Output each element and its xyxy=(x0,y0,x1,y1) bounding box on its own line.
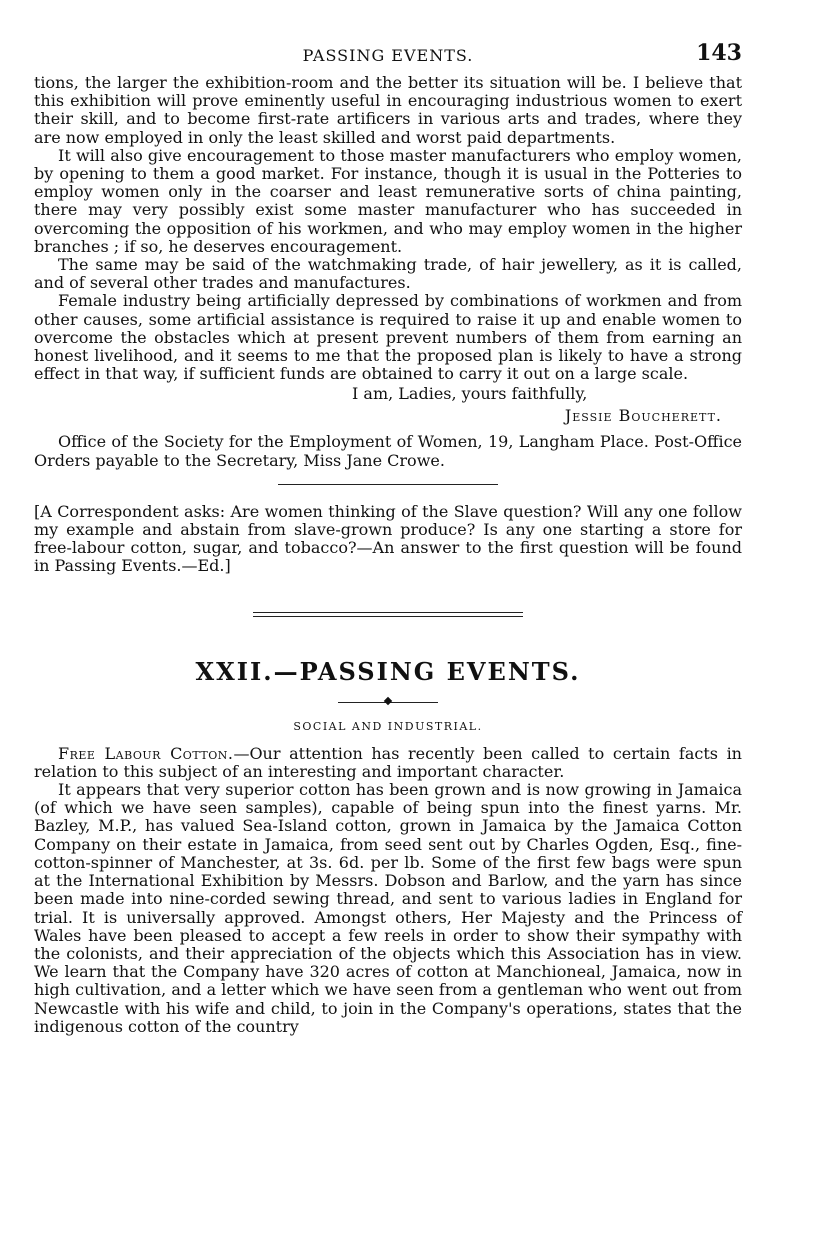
office-note: Office of the Society for the Employment of Women, 19, Langham Place. Post-Office Orders payable to the Secretary, Miss Jane Crowe. xyxy=(34,432,742,470)
letter-paragraph-4: Female industry being artificially depressed by combinations of workmen and from other causes, some artificial assistance is required to raise it up and enable women to overcome the obstacles which at present prevent numbers of them from earning an honest livelihood, and it seems to me that the proposed plan is likely to have a strong effect in that way, if sufficient funds are obtained to carry it out on a large scale. xyxy=(34,291,742,384)
diamond-ornament-icon xyxy=(384,696,392,704)
double-divider-rule xyxy=(253,612,523,617)
letter-paragraph-1: tions, the larger the exhibition-room and the better its situation will be. I believe that this exhibition will prove eminently useful in encouraging industrious women to exert their skill, and to become first-rate artificers in various arts and trades, where they are now employed in only the least skilled and worst paid departments. xyxy=(34,73,742,147)
cotton-paragraph: It appears that very superior cotton has been grown and is now growing in Jamaica (of which we have seen samples), capable of being spun into the finest yarns. Mr. Bazley, M.P., has valued Sea-Island cotton, grown in Jamaica by the Jamaica Cotton Company on their estate in Jamaica, from seed sent out by Charles Ogden, Esq., fine-cotton-spinner of Manchester, at 3s. 6d. per lb. Some of the first few bags were spun at the International Exhibition by Messrs. Dobson and Barlow, and the yarn has since been made into nine-corded sewing thread, and sent to various ladies in England for trial. It is universally approved. Amongst others, Her Majesty and the Princess of Wales have been pleased to accept a few reels in order to show their sympathy with the colonists, and their appreciation of the objects which this Association has in view. We learn that the Company have 320 acres of cotton at Manchioneal, Jamaica, now in high cultivation, and a letter which we have seen from a gentleman who went out from Newcastle with his wife and child, to join in the Company's operations, states that the indigenous cotton of the country xyxy=(34,780,742,1036)
page-number: 143 xyxy=(696,40,742,66)
correspondent-note: [A Correspondent asks: Are women thinking of the Slave question? Will any one follow my example and abstain from slave-grown produce? Is any one starting a store for free-labour cotton, sugar, and tobacco?—An answer to the first question will be found in Passing Events.—Ed.] xyxy=(34,501,742,576)
letter-closing xyxy=(34,383,742,427)
page xyxy=(34,40,742,1036)
letter xyxy=(34,74,742,470)
closing-salutation: I am, Ladies, yours faithfully, xyxy=(352,384,588,404)
lead-heading: Free Labour Cotton. xyxy=(58,743,234,763)
subsection-title: SOCIAL AND INDUSTRIAL. xyxy=(293,719,483,733)
signature: Jessie Boucherett. xyxy=(564,406,722,426)
lead-paragraph xyxy=(34,745,742,781)
letter-paragraph-3: The same may be said of the watchmaking trade, of hair jewellery, as it is called, and of several other trades and manufactures. xyxy=(34,255,742,293)
running-head xyxy=(34,40,742,74)
lead-text: —Our attention has recently been called to certain facts in relation to this subject of an interesting and important character. xyxy=(34,743,742,781)
divider-rule xyxy=(278,484,498,485)
letter-paragraph-2: It will also give encouragement to those master manufacturers who employ women, by opening to them a good market. For instance, though it is usual in the Potteries to employ women only in the coarser and least remunerative sorts of china painting, there may very possibly exist some master manufacturer who has succeeded in overcoming the opposition of his workmen, and who may employ women in the higher branches ; if so, he deserves encouragement. xyxy=(34,145,742,256)
ornament-divider xyxy=(34,694,742,710)
running-title: PASSING EVENTS. xyxy=(302,46,474,65)
section-title: XXII.—PASSING EVENTS. xyxy=(195,656,581,686)
